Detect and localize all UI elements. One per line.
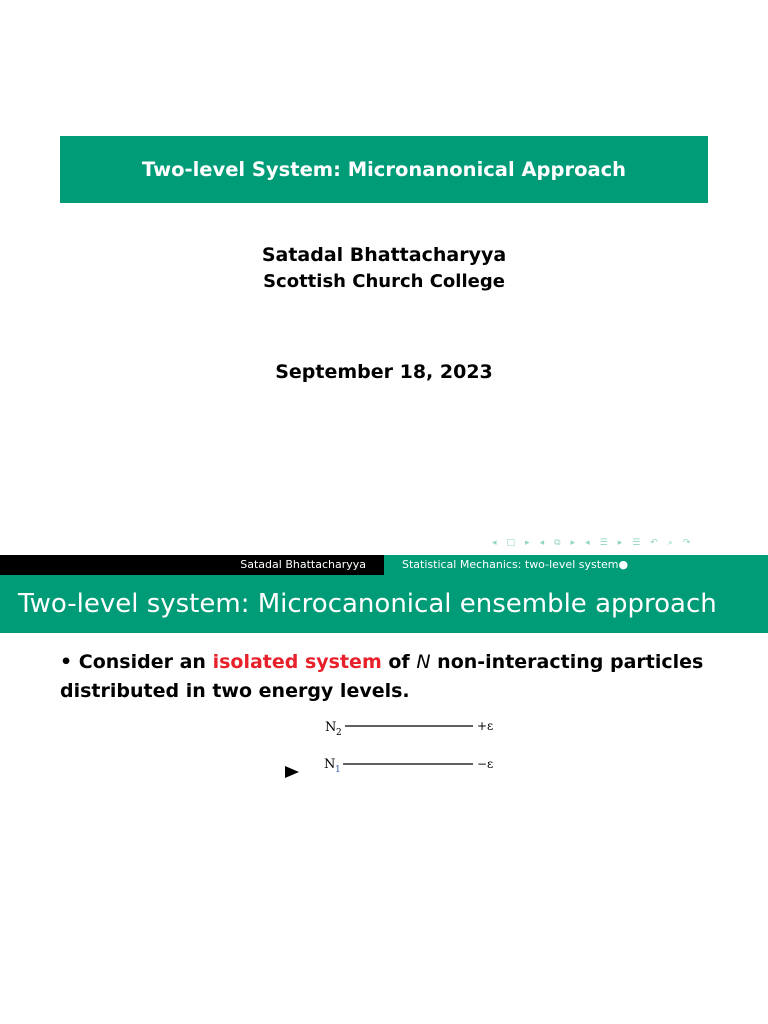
beamer-navigation <box>492 536 690 550</box>
lower-level-label: N <box>324 757 336 772</box>
frame-prev-icon[interactable]: ◂ <box>492 538 497 548</box>
subsection-next-icon[interactable]: ▸ <box>570 538 576 548</box>
institute-name: Scottish Church College <box>263 271 505 292</box>
section-icon[interactable]: ☰ <box>599 538 608 548</box>
text-before: Consider an <box>78 651 206 673</box>
author-name: Satadal Bhattacharyya <box>261 244 507 266</box>
footer-author: Satadal Bhattacharyya <box>240 558 366 571</box>
section-next-icon[interactable]: ▸ <box>617 538 623 548</box>
math-variable: N <box>416 651 431 673</box>
lower-level-subscript: 1 <box>335 765 341 775</box>
lower-energy-label: −ε <box>477 757 494 771</box>
upper-level-subscript: 2 <box>336 728 342 738</box>
align-icon[interactable]: ☰ <box>632 538 641 548</box>
search-icon[interactable]: ⌕ <box>667 538 673 548</box>
text-after: non-interacting particles distributed in two energy levels. <box>60 651 704 702</box>
subsection-prev-icon[interactable]: ◂ <box>539 538 545 548</box>
energy-level-diagram <box>280 712 520 787</box>
footer-dot-icon: ● <box>618 558 629 571</box>
bullet-icon: • <box>60 651 73 673</box>
frame-title-bar <box>0 575 768 633</box>
footer-author-box <box>0 555 384 575</box>
subsection-icon[interactable]: ⧉ <box>554 538 561 548</box>
footer-title-text: Statistical Mechanics: two-level system <box>402 558 619 571</box>
upper-level-label: N <box>325 720 337 735</box>
upper-energy-label: +ε <box>477 719 494 733</box>
section-prev-icon[interactable]: ◂ <box>585 538 590 548</box>
redo-icon[interactable]: ↷ <box>682 538 691 548</box>
frame-title: Two-level system: Microcanonical ensemble approach <box>18 589 717 619</box>
title-bar <box>60 136 708 203</box>
presentation-title: Two-level System: Micronanonical Approach <box>141 158 627 181</box>
undo-icon[interactable]: ↶ <box>650 538 658 548</box>
play-arrow-icon <box>285 766 299 778</box>
presentation-date: September 18, 2023 <box>275 361 493 383</box>
frame-icon[interactable]: □ <box>506 538 516 548</box>
frame-next-icon[interactable]: ▸ <box>525 538 530 548</box>
bullet-paragraph <box>60 648 740 706</box>
footer-title-box <box>384 555 768 575</box>
highlight-text: isolated system <box>212 651 382 673</box>
text-of: of <box>388 651 410 673</box>
footer-title <box>402 558 628 571</box>
